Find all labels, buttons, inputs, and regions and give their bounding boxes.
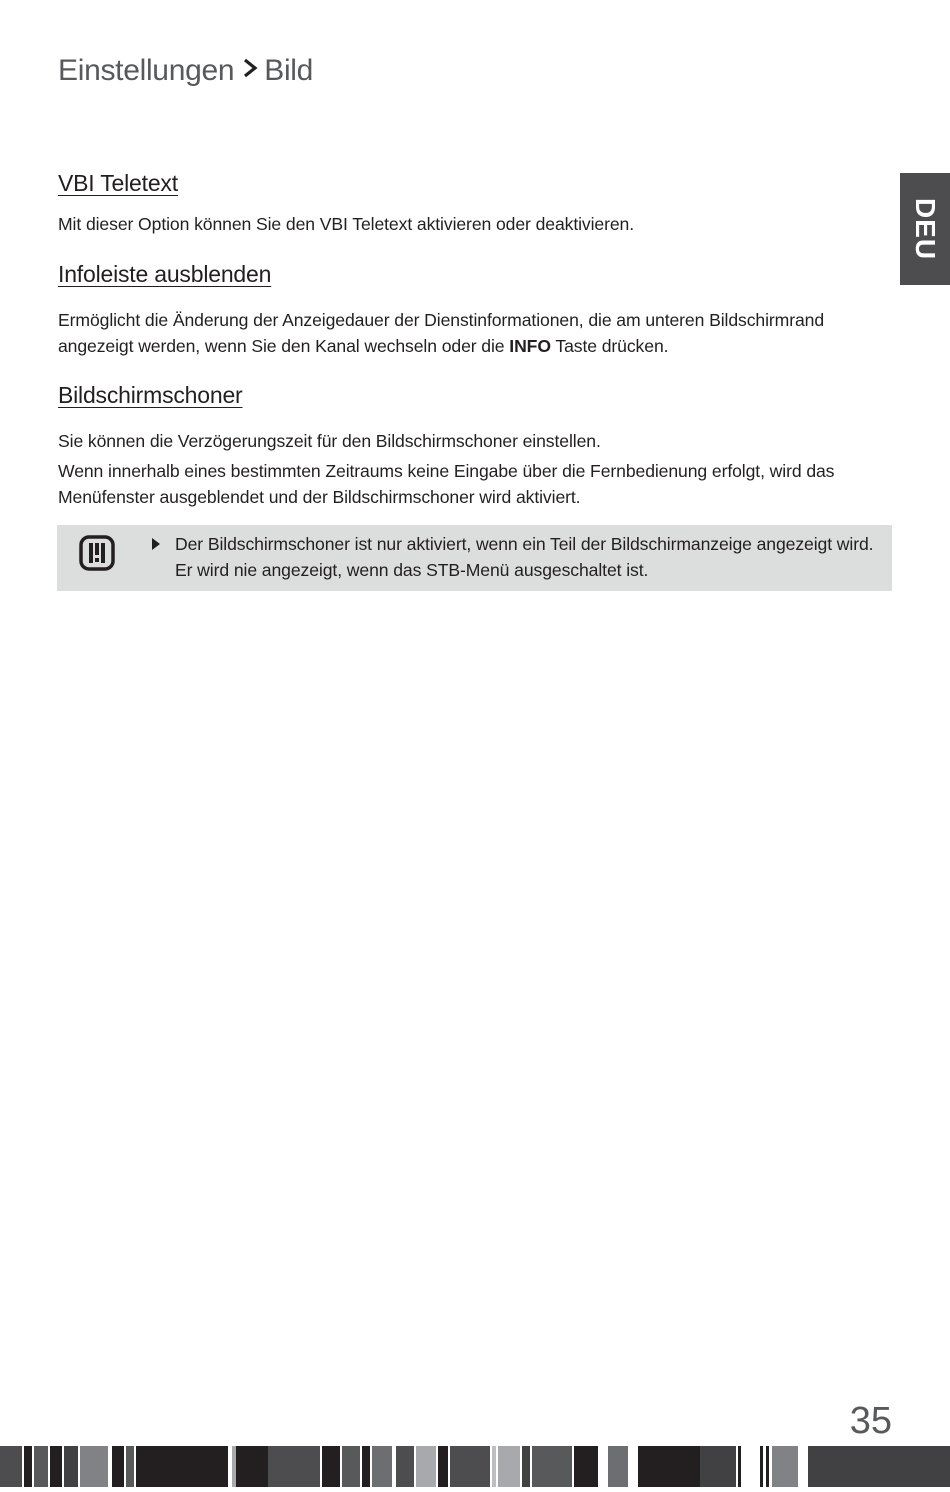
section-body-text-part: Ermöglicht die Änderung der Anzeigedauer der Dienstinformationen, die am unteren Bildschirmrand angezeigt werden, wenn Sie den Kanal wechseln oder die — [58, 310, 825, 356]
chevron-right-icon — [242, 52, 258, 86]
section-body-line-2: Wenn innerhalb eines bestimmten Zeitraums keine Eingabe über die Fernbedienung erfolgt, wird das Menüfenster ausgeblendet und der Bildschirmschoner wird aktiviert. — [58, 461, 835, 507]
section-body-text — [58, 307, 888, 359]
section-body-text-part: Taste drücken. — [550, 336, 669, 356]
language-tab — [900, 173, 950, 285]
breadcrumb-current: Bild — [264, 54, 314, 87]
note-box — [57, 525, 892, 591]
section-title-vbi-teletext: VBI Teletext — [58, 170, 178, 196]
section-title-bildschirmschoner: Bildschirmschoner — [58, 382, 243, 408]
triangle-bullet-icon — [151, 537, 161, 551]
note-text: Der Bildschirmschoner ist nur aktiviert, wenn ein Teil der Bildschirmanzeige angezeigt wird. Er wird nie angezeigt, wenn das STB-Menü ausgeschaltet ist. — [175, 534, 874, 580]
section-body-text: Mit dieser Option können Sie den VBI Teletext aktivieren oder deaktivieren. — [58, 214, 635, 234]
info-key-label: INFO — [509, 336, 551, 356]
section-body-bildschirmschoner — [58, 428, 888, 510]
footer-decorative-bar — [0, 1446, 950, 1487]
section-body-line-1: Sie können die Verzögerungszeit für den Bildschirmschoner einstellen. — [58, 431, 601, 451]
breadcrumb-parent: Einstellungen — [58, 54, 235, 87]
page-number: 35 — [849, 1400, 892, 1442]
section-body-vbi-teletext — [58, 211, 888, 237]
section-body-infoleiste — [58, 307, 888, 359]
caution-icon — [79, 535, 115, 571]
breadcrumb — [58, 52, 313, 88]
section-title-infoleiste: Infoleiste ausblenden — [58, 261, 272, 287]
language-tab-label: DEU — [910, 197, 941, 261]
